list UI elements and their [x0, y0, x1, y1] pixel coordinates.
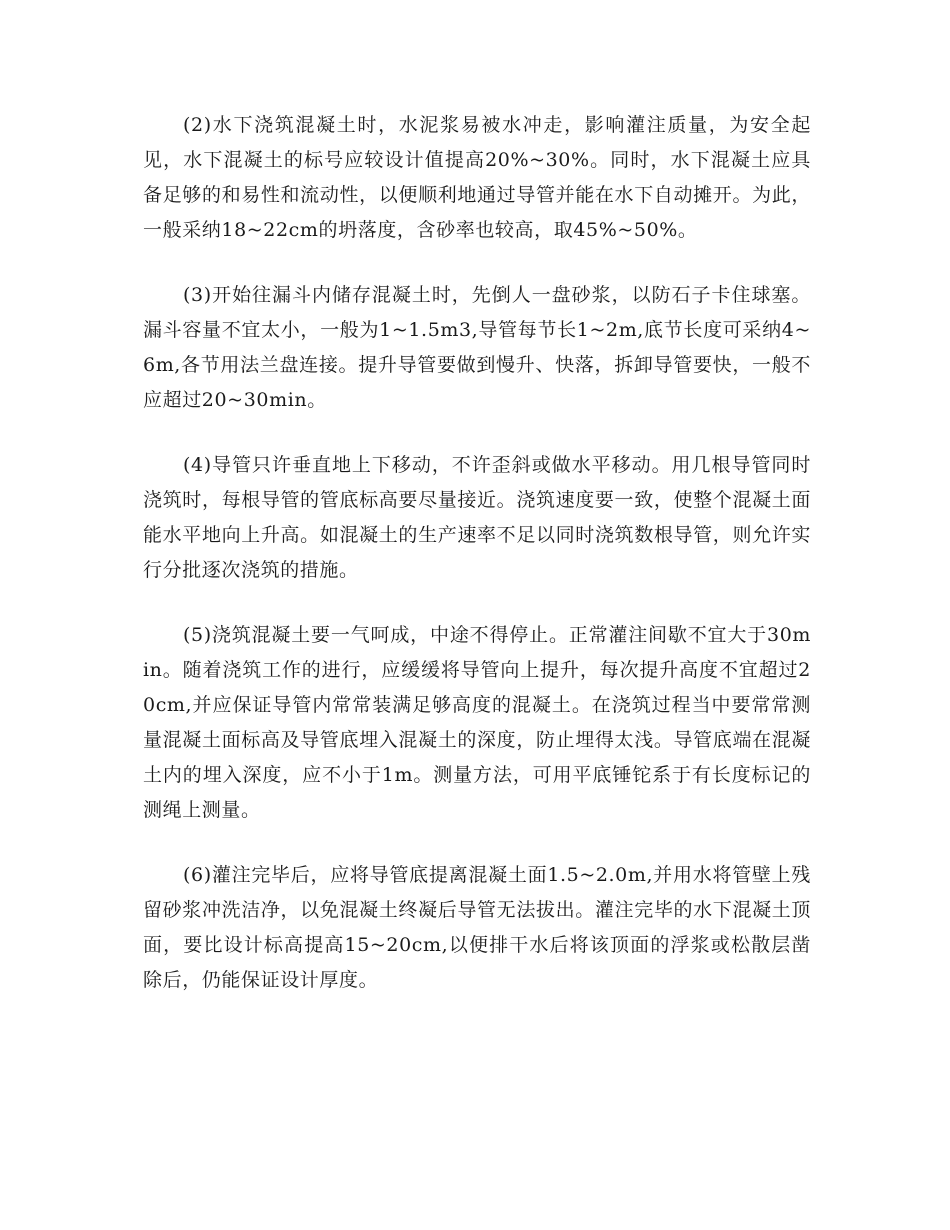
paragraph-6: (6)灌注完毕后，应将导管底提离混凝土面1.5~2.0m,并用水将管壁上残留砂浆冲洗洁净，以免混凝土终凝后导管无法拔出。灌注完毕的水下混凝土顶面，要比设计标高提高15~20cm,以便排干水后将该顶面的浮浆或松散层凿除后，仍能保证设计厚度。	[143, 864, 811, 991]
document-body	[143, 108, 811, 1028]
paragraph-3: (3)开始往漏斗内储存混凝土时，先倒人一盘砂浆，以防石子卡住球塞。漏斗容量不宜太小，一般为1~1.5m3,导管每节长1~2m,底节长度可采纳4~6m,各节用法兰盘连接。提升导管要做到慢升、快落，拆卸导管要快，一般不应超过20~30min。	[143, 284, 811, 411]
paragraph-4: (4)导管只许垂直地上下移动，不许歪斜或做水平移动。用几根导管同时浇筑时，每根导管的管底标高要尽量接近。浇筑速度要一致，使整个混凝土面能水平地向上升高。如混凝土的生产速率不足以同时浇筑数根导管，则允许实行分批逐次浇筑的措施。	[143, 454, 811, 581]
paragraph-5: (5)浇筑混凝土要一气呵成，中途不得停止。正常灌注间歇不宜大于30min。随着浇筑工作的进行，应缓缓将导管向上提升，每次提升高度不宜超过20cm,并应保证导管内常常装满足够高度的混凝土。在浇筑过程当中要常常测量混凝土面标高及导管底埋入混凝土的深度，防止埋得太浅。导管底端在混凝土内的埋入深度，应不小于1m。测量方法，可用平底锤铊系于有长度标记的测绳上测量。	[143, 624, 811, 821]
paragraph-2: (2)水下浇筑混凝土时，水泥浆易被水冲走，影响灌注质量，为安全起见，水下混凝土的标号应较设计值提高20%~30%。同时，水下混凝土应具备足够的和易性和流动性，以便顺利地通过导管并能在水下自动摊开。为此，一般采纳18~22cm的坍落度，含砂率也较高，取45%~50%。	[143, 114, 811, 241]
